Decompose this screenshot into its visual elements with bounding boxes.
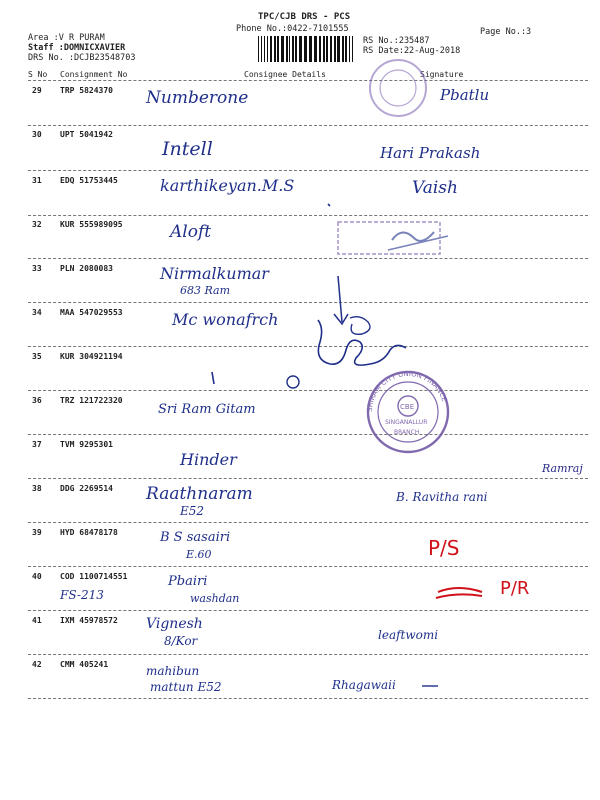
consignee-handwriting: Intell <box>162 138 213 160</box>
row-consignment: KUR 555989095 <box>60 220 123 229</box>
row-consignment: PLN 2080083 <box>60 264 113 273</box>
rs-number: RS No.:235487 <box>363 36 430 46</box>
consignee-note: washdan <box>190 592 240 605</box>
stamp-sriram <box>366 370 448 452</box>
consignee-note: E52 <box>180 504 205 518</box>
row-consignment: IXM 45978572 <box>60 616 118 625</box>
row-sno: 35 <box>32 352 42 361</box>
signature-handwriting: Vaish <box>412 178 458 198</box>
stamp-sub: SINGANALLUR <box>385 419 428 426</box>
stamp-ring-text: SRIRAM CITY UNION FINANCE <box>365 369 449 413</box>
consignee-handwriting: Nirmalkumar <box>160 264 269 283</box>
consignee-handwriting: Vignesh <box>146 616 203 632</box>
area-label: Area :V R PURAM <box>28 33 105 43</box>
row-consignment: MAA 547029553 <box>60 308 123 317</box>
row-consignment: TRP 5824370 <box>60 86 113 95</box>
consignee-note: E.60 <box>186 548 212 561</box>
signature-handwriting: B. Ravitha rani <box>396 490 488 504</box>
row-sno: 41 <box>32 616 42 625</box>
stamp-branch: BRANCH <box>394 429 420 436</box>
row-sno: 34 <box>32 308 42 317</box>
report-title: TPC/CJB DRS - PCS <box>258 12 351 22</box>
consignee-handwriting: Sri Ram Gitam <box>158 402 256 417</box>
signature-handwriting: Ramraj <box>542 462 583 475</box>
row-consignment: KUR 304921194 <box>60 352 123 361</box>
row-sno: 31 <box>32 176 42 185</box>
consignee-note: 8/Kor <box>164 634 198 648</box>
row-sno: 39 <box>32 528 42 537</box>
signature-handwriting: Rhagawaii <box>332 678 396 692</box>
consignee-handwriting: Hinder <box>180 450 237 469</box>
row-sno: 33 <box>32 264 42 273</box>
row-sno: 37 <box>32 440 42 449</box>
row-sno: 32 <box>32 220 42 229</box>
col-consignee: Consignee Details <box>244 70 326 79</box>
consignee-handwriting: Raathnaram <box>146 484 253 504</box>
signature-handwriting: Hari Prakash <box>380 144 481 162</box>
row-sno: 42 <box>32 660 42 669</box>
staff-label: Staff :DOMNICXAVIER <box>28 43 126 53</box>
remark-handwriting: P/S <box>428 536 460 560</box>
consignee-handwriting: Aloft <box>170 222 212 242</box>
stamp-center: CBE <box>400 403 415 411</box>
row-consignment: EDQ 51753445 <box>60 176 118 185</box>
consignee-handwriting: Numberone <box>146 88 249 108</box>
consignee-note: 683 Ram <box>180 284 231 297</box>
consignee-handwriting: mahibun <box>146 664 200 678</box>
rs-date: RS Date:22-Aug-2018 <box>363 46 461 56</box>
signature-handwriting: leaftwomi <box>378 628 439 642</box>
consignee-handwriting: karthikeyan.M.S <box>160 176 295 195</box>
row-consignment: DDG 2269514 <box>60 484 113 493</box>
col-consignment: Consignment No <box>60 70 128 79</box>
drs-number: DRS No. :DCJB23548703 <box>28 53 136 63</box>
page-number: Page No.:3 <box>480 27 532 37</box>
stamp-top <box>370 60 426 116</box>
row-sno: 29 <box>32 86 42 95</box>
row-consignment: COD 1100714551 <box>60 572 128 581</box>
row-sno: 36 <box>32 396 42 405</box>
row-sno: 40 <box>32 572 42 581</box>
consignee-handwriting: Pbairi <box>168 574 208 589</box>
consignee-note: mattun E52 <box>150 680 222 694</box>
col-signature: Signature <box>420 70 464 79</box>
row-consignment: CMM 405241 <box>60 660 109 669</box>
row-sno: 38 <box>32 484 42 493</box>
phone-number: Phone No.:0422-7101555 <box>236 24 349 34</box>
signature-handwriting: Pbatlu <box>440 86 490 104</box>
remark-handwriting: P/R <box>500 578 530 599</box>
row-consignment: HYD 68478178 <box>60 528 118 537</box>
row-consignment: UPT 5041942 <box>60 130 113 139</box>
consignee-handwriting: B S sasairi <box>160 530 231 545</box>
stamp-box <box>338 222 448 254</box>
consignee-handwriting: Mc wonafrch <box>172 310 279 329</box>
row-note: FS-213 <box>60 588 104 602</box>
row-sno: 30 <box>32 130 42 139</box>
col-sno: S No <box>28 70 48 79</box>
row-consignment: TRZ 121722320 <box>60 396 123 405</box>
row-consignment: TVM 9295301 <box>60 440 113 449</box>
